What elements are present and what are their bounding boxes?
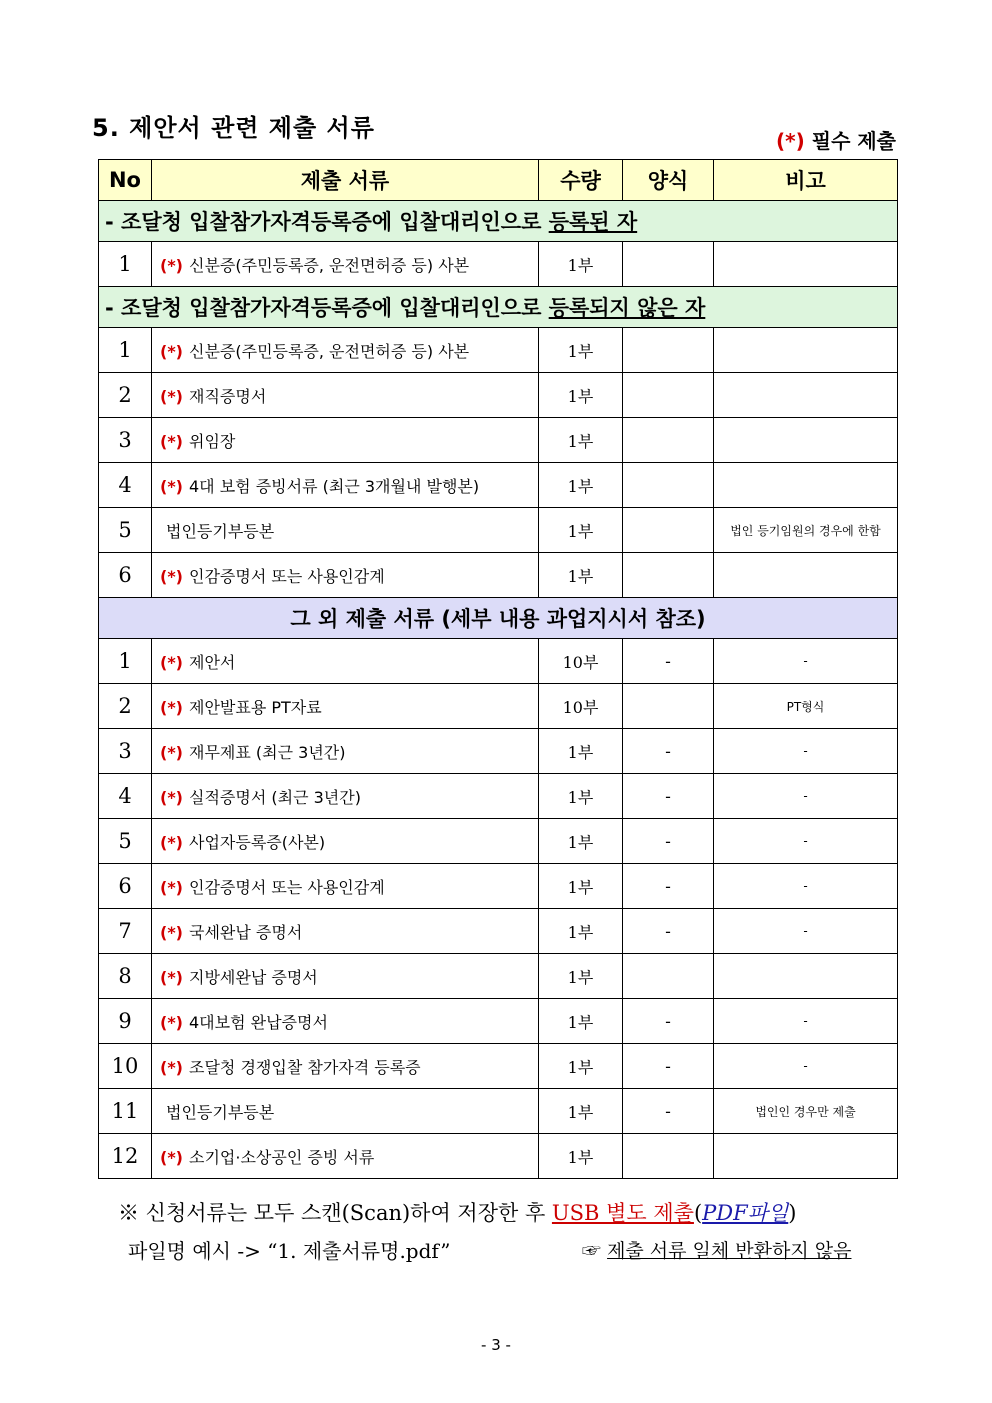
row-number: 12 xyxy=(99,1134,152,1179)
document-name: 인감증명서 또는 사용인감계 xyxy=(189,566,385,586)
row-number: 11 xyxy=(99,1089,152,1134)
page-title: 5. 제안서 관련 제출 서류 xyxy=(92,114,375,142)
note-cell xyxy=(714,1134,898,1179)
quantity-cell: 1부 xyxy=(539,954,623,999)
quantity-cell: 1부 xyxy=(539,1134,623,1179)
table-row xyxy=(99,418,898,463)
section-unregistered xyxy=(99,287,898,328)
required-mark: (*) xyxy=(160,476,183,496)
required-mark: (*) xyxy=(160,832,183,852)
document-cell xyxy=(152,999,539,1044)
form-cell: - xyxy=(623,639,714,684)
required-mark: (*) xyxy=(160,967,183,987)
table-row xyxy=(99,242,898,287)
form-cell: - xyxy=(623,999,714,1044)
form-cell: - xyxy=(623,1044,714,1089)
form-cell: - xyxy=(623,819,714,864)
row-number: 4 xyxy=(99,463,152,508)
section-other-title: 그 외 제출 서류 (세부 내용 과업지시서 참조) xyxy=(99,598,898,639)
quantity-cell: 10부 xyxy=(539,684,623,729)
form-cell xyxy=(623,328,714,373)
row-number: 7 xyxy=(99,909,152,954)
document-cell xyxy=(152,242,539,287)
table-row xyxy=(99,1134,898,1179)
document-name: 신분증(주민등록증, 운전면허증 등) 사본 xyxy=(189,341,470,361)
quantity-cell: 1부 xyxy=(539,508,623,553)
required-mark: (*) xyxy=(160,697,183,717)
row-number: 9 xyxy=(99,999,152,1044)
document-cell xyxy=(152,463,539,508)
document-name: 조달청 경쟁입찰 참가자격 등록증 xyxy=(189,1057,421,1077)
header-form: 양식 xyxy=(623,160,714,201)
note-cell: - xyxy=(714,729,898,774)
form-cell xyxy=(623,553,714,598)
row-number: 3 xyxy=(99,418,152,463)
document-name: 4대 보험 증빙서류 (최근 3개월내 발행본) xyxy=(189,476,480,496)
form-cell xyxy=(623,1134,714,1179)
quantity-cell: 1부 xyxy=(539,418,623,463)
header-qty: 수량 xyxy=(539,160,623,201)
row-number: 5 xyxy=(99,819,152,864)
required-mark: (*) xyxy=(160,742,183,762)
document-cell xyxy=(152,684,539,729)
quantity-cell: 1부 xyxy=(539,242,623,287)
document-cell xyxy=(152,819,539,864)
form-cell: - xyxy=(623,774,714,819)
document-cell xyxy=(152,729,539,774)
table-row xyxy=(99,1089,898,1134)
required-mark: (*) xyxy=(160,787,183,807)
note-cell xyxy=(714,553,898,598)
document-name: 4대보험 완납증명서 xyxy=(189,1012,328,1032)
note-cell xyxy=(714,328,898,373)
row-number: 4 xyxy=(99,774,152,819)
row-number: 2 xyxy=(99,373,152,418)
quantity-cell: 1부 xyxy=(539,373,623,418)
required-mark: (*) xyxy=(160,341,183,361)
required-mark: (*) xyxy=(160,1147,183,1167)
form-cell: - xyxy=(623,864,714,909)
table-row xyxy=(99,954,898,999)
note-cell: - xyxy=(714,774,898,819)
form-cell: - xyxy=(623,1089,714,1134)
required-mark: (*) xyxy=(160,652,183,672)
required-mark: (*) xyxy=(160,566,183,586)
section-other xyxy=(99,598,898,639)
section-registered-emphasis: 등록된 자 xyxy=(548,210,638,234)
row-number: 1 xyxy=(99,328,152,373)
document-name: 소기업·소상공인 증빙 서류 xyxy=(189,1147,375,1167)
row-number: 5 xyxy=(99,508,152,553)
document-cell xyxy=(152,639,539,684)
section-unregistered-prefix: - 조달청 입찰참가자격등록증에 입찰대리인으로 xyxy=(105,296,549,320)
section-unregistered-emphasis: 등록되지 않은 자 xyxy=(548,296,706,320)
required-legend-text: 필수 제출 xyxy=(811,129,896,153)
document-cell xyxy=(152,909,539,954)
document-cell xyxy=(152,553,539,598)
table-row xyxy=(99,463,898,508)
document-cell xyxy=(152,1044,539,1089)
quantity-cell: 1부 xyxy=(539,1089,623,1134)
document-cell xyxy=(152,373,539,418)
quantity-cell: 1부 xyxy=(539,864,623,909)
note-cell: 법인인 경우만 제출 xyxy=(714,1089,898,1134)
table-row xyxy=(99,373,898,418)
required-mark: (*) xyxy=(160,255,183,275)
row-number: 1 xyxy=(99,639,152,684)
quantity-cell: 1부 xyxy=(539,463,623,508)
table-header-row xyxy=(99,160,898,201)
quantity-cell: 1부 xyxy=(539,819,623,864)
required-mark: (*) xyxy=(160,431,183,451)
document-name: 지방세완납 증명서 xyxy=(189,967,318,987)
document-cell xyxy=(152,954,539,999)
table-row xyxy=(99,864,898,909)
footer-note-line1 xyxy=(118,1197,796,1227)
quantity-cell: 1부 xyxy=(539,729,623,774)
quantity-cell: 1부 xyxy=(539,328,623,373)
note-cell xyxy=(714,954,898,999)
note-cell: - xyxy=(714,864,898,909)
form-cell: - xyxy=(623,729,714,774)
document-name: 실적증명서 (최근 3년간) xyxy=(189,787,361,807)
required-mark: (*) xyxy=(160,922,183,942)
required-mark: (*) xyxy=(160,386,183,406)
document-cell xyxy=(152,1089,539,1134)
footer-close-paren: ) xyxy=(788,1201,797,1225)
row-number: 3 xyxy=(99,729,152,774)
form-cell xyxy=(623,242,714,287)
pointing-hand-icon: ☞ xyxy=(582,1240,602,1262)
form-cell xyxy=(623,373,714,418)
row-number: 2 xyxy=(99,684,152,729)
table-row xyxy=(99,328,898,373)
document-name: 사업자등록증(사본) xyxy=(189,832,326,852)
row-number: 6 xyxy=(99,864,152,909)
row-number: 8 xyxy=(99,954,152,999)
footer-no-return-text: 제출 서류 일체 반환하지 않음 xyxy=(607,1240,852,1262)
quantity-cell: 1부 xyxy=(539,1044,623,1089)
required-mark: (*) xyxy=(160,1057,183,1077)
note-cell: - xyxy=(714,819,898,864)
quantity-cell: 10부 xyxy=(539,639,623,684)
document-name: 위임장 xyxy=(189,431,236,451)
table-row xyxy=(99,819,898,864)
footer-note-prefix: ※ 신청서류는 모두 스캔(Scan)하여 저장한 후 xyxy=(118,1201,552,1225)
document-name: 인감증명서 또는 사용인감계 xyxy=(189,877,385,897)
quantity-cell: 1부 xyxy=(539,909,623,954)
document-cell xyxy=(152,328,539,373)
table-row xyxy=(99,508,898,553)
page-number: - 3 - xyxy=(481,1336,511,1354)
form-cell xyxy=(623,508,714,553)
document-cell xyxy=(152,1134,539,1179)
footer-filename-example: 파일명 예시 -> “1. 제출서류명.pdf” xyxy=(128,1239,451,1263)
required-mark: (*) xyxy=(160,1012,183,1032)
note-cell: - xyxy=(714,1044,898,1089)
document-name: 재무제표 (최근 3년간) xyxy=(189,742,346,762)
note-cell: - xyxy=(714,639,898,684)
form-cell xyxy=(623,684,714,729)
note-cell: PT형식 xyxy=(714,684,898,729)
document-name: 재직증명서 xyxy=(189,386,267,406)
table-row xyxy=(99,684,898,729)
quantity-cell: 1부 xyxy=(539,553,623,598)
document-name: 국세완납 증명서 xyxy=(189,922,303,942)
row-number: 1 xyxy=(99,242,152,287)
required-mark: (*) xyxy=(160,877,183,897)
header-no: No xyxy=(99,160,152,201)
document-cell xyxy=(152,508,539,553)
note-cell: - xyxy=(714,999,898,1044)
note-cell xyxy=(714,373,898,418)
footer-pdf-text: PDF파일 xyxy=(702,1201,789,1225)
note-cell: 법인 등기임원의 경우에 한함 xyxy=(714,508,898,553)
required-legend xyxy=(776,125,896,154)
footer-open-paren: ( xyxy=(693,1201,703,1225)
required-mark: (*) xyxy=(776,129,805,153)
table-row xyxy=(99,639,898,684)
header-note: 비고 xyxy=(714,160,898,201)
section-registered-prefix: - 조달청 입찰참가자격등록증에 입찰대리인으로 xyxy=(105,210,549,234)
note-cell xyxy=(714,418,898,463)
table-row xyxy=(99,999,898,1044)
quantity-cell: 1부 xyxy=(539,999,623,1044)
table-row xyxy=(99,553,898,598)
form-cell xyxy=(623,954,714,999)
form-cell xyxy=(623,463,714,508)
note-cell xyxy=(714,463,898,508)
document-cell xyxy=(152,864,539,909)
document-name: 법인등기부등본 xyxy=(166,521,275,541)
quantity-cell: 1부 xyxy=(539,774,623,819)
row-number: 10 xyxy=(99,1044,152,1089)
table-row xyxy=(99,774,898,819)
note-cell: - xyxy=(714,909,898,954)
form-cell: - xyxy=(623,909,714,954)
documents-table xyxy=(98,159,898,1179)
form-cell xyxy=(623,418,714,463)
footer-no-return xyxy=(582,1236,851,1263)
table-row xyxy=(99,1044,898,1089)
document-name: 제안서 xyxy=(189,652,236,672)
document-name: 신분증(주민등록증, 운전면허증 등) 사본 xyxy=(189,255,470,275)
note-cell xyxy=(714,242,898,287)
document-cell xyxy=(152,418,539,463)
document-name: 법인등기부등본 xyxy=(166,1102,275,1122)
section-registered xyxy=(99,201,898,242)
table-row xyxy=(99,909,898,954)
header-doc: 제출 서류 xyxy=(152,160,539,201)
row-number: 6 xyxy=(99,553,152,598)
document-name: 제안발표용 PT자료 xyxy=(189,697,322,717)
footer-usb-text: USB 별도 제출 xyxy=(551,1201,694,1225)
document-cell xyxy=(152,774,539,819)
table-row xyxy=(99,729,898,774)
